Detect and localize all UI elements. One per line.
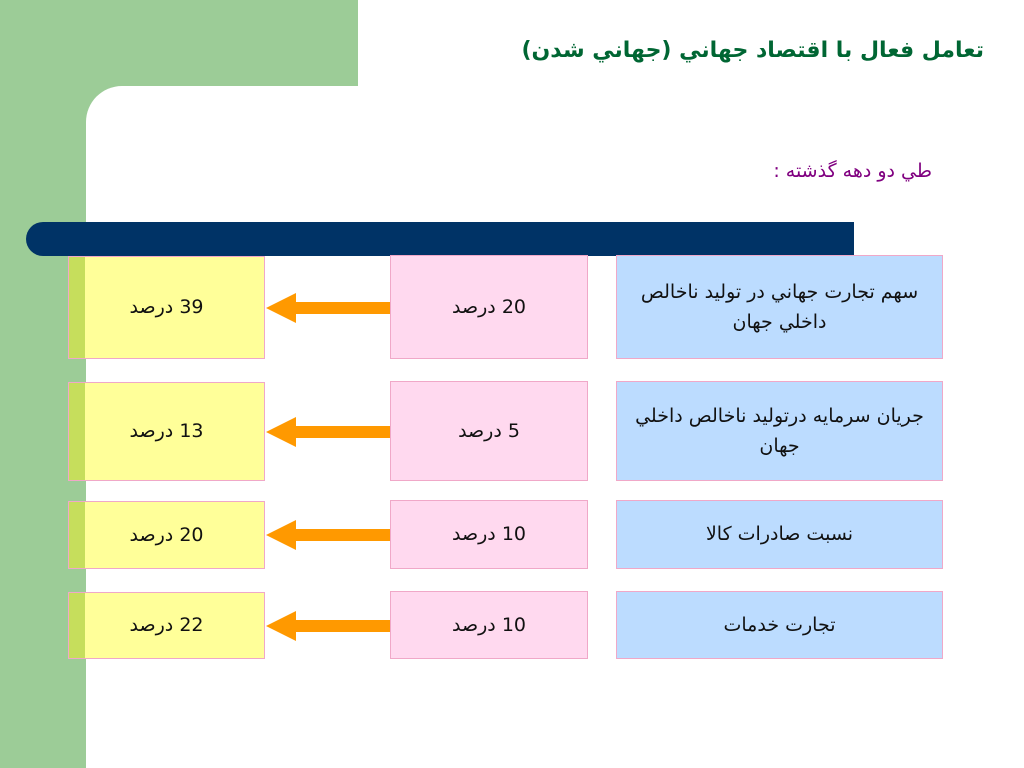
result-box-stripe [69, 593, 85, 658]
slide-subtitle: طي دو دهه گذشته : [773, 160, 932, 182]
result-box-stripe [69, 257, 85, 358]
result-box [68, 592, 265, 659]
indicator-label: سهم تجارت جهاني در توليد ناخالص داخلي جهان [640, 280, 919, 333]
start-box [390, 591, 588, 659]
result-box-stripe [69, 383, 85, 480]
start-box [390, 500, 588, 569]
start-value: 20 درصد [452, 295, 526, 318]
start-value: 10 درصد [452, 613, 526, 636]
result-box [68, 256, 265, 359]
indicator-label: تجارت خدمات [723, 613, 836, 636]
result-value: 39 درصد [129, 296, 204, 319]
start-value: 5 درصد [458, 419, 520, 442]
arrow-left-icon [266, 417, 390, 447]
indicator-label: جريان سرمايه درتوليد ناخالص داخلي جهان [635, 404, 924, 457]
start-box [390, 255, 588, 359]
indicator-label-box [616, 591, 943, 659]
indicator-label: نسبت صادرات كالا [705, 523, 854, 546]
arrow-left-icon [266, 520, 390, 550]
result-box [68, 501, 265, 569]
slide-title: تعامل فعال با اقتصاد جهاني (جهاني شدن) [521, 38, 984, 63]
indicator-label-box [616, 381, 943, 481]
start-value: 10 درصد [452, 523, 526, 546]
arrow-left-icon [266, 611, 390, 641]
indicator-label-box [616, 255, 943, 359]
result-box-stripe [69, 502, 85, 568]
start-box [390, 381, 588, 481]
result-value: 20 درصد [129, 523, 204, 546]
arrow-left-icon [266, 293, 390, 323]
divider-bar [26, 222, 854, 256]
result-box [68, 382, 265, 481]
result-value: 13 درصد [129, 420, 204, 443]
result-value: 22 درصد [129, 614, 204, 637]
indicator-label-box [616, 500, 943, 569]
